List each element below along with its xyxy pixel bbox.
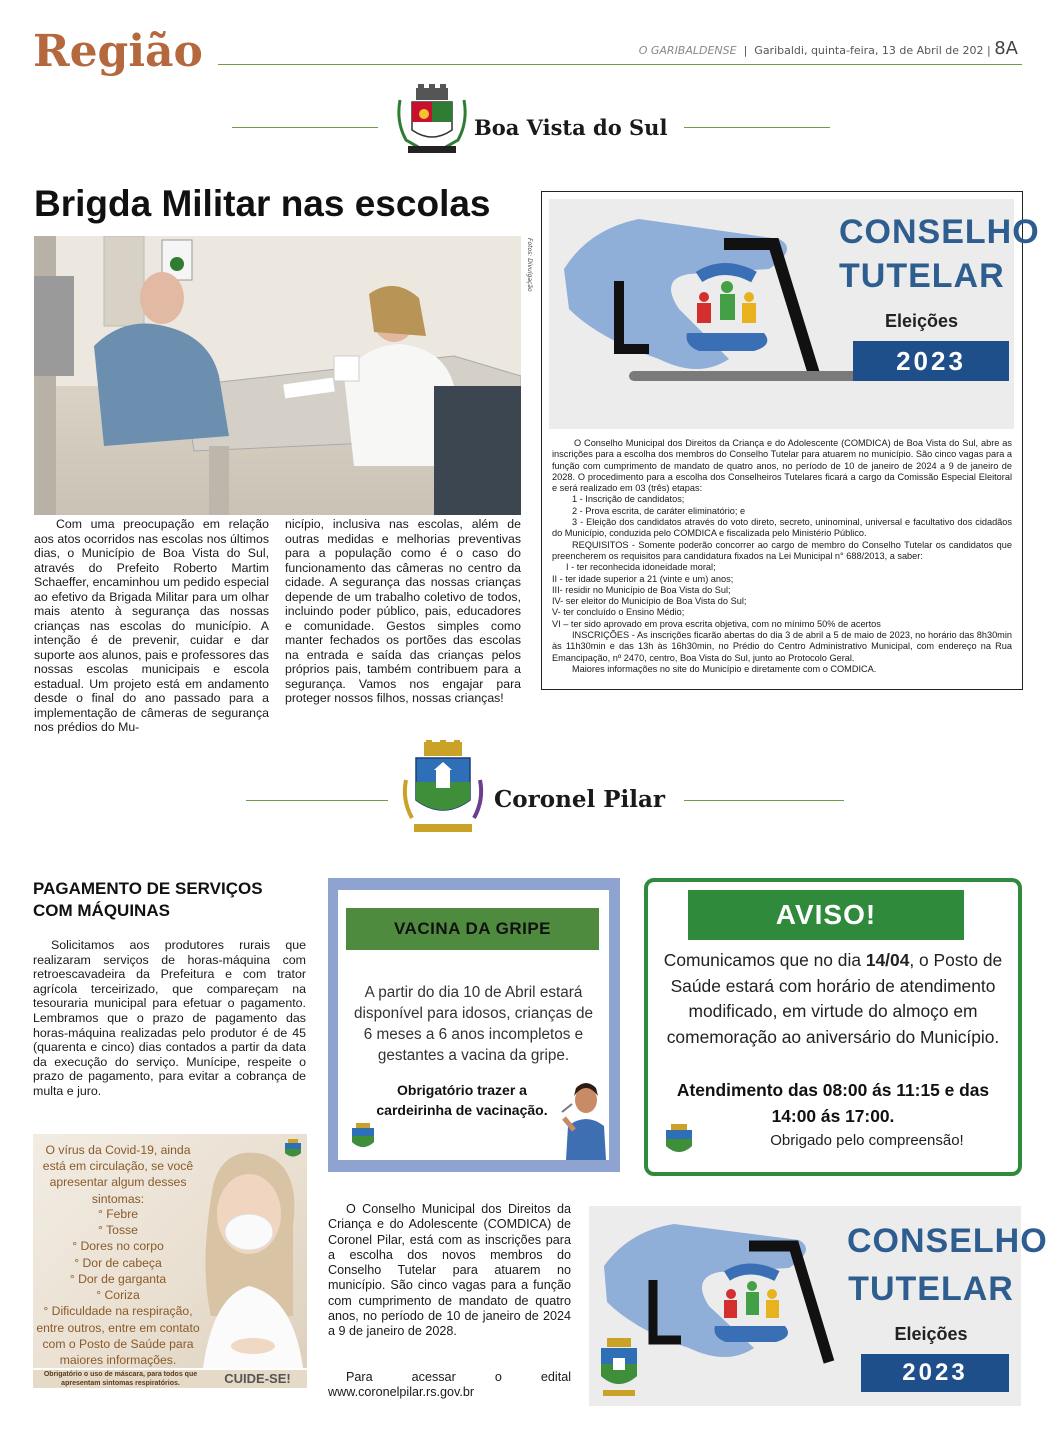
town-rule-right [684, 800, 844, 801]
dateline: Garibaldi, quinta-feira, 13 de Abril de 202 [754, 44, 984, 57]
vacina-card [338, 890, 609, 1160]
nurse-illustration-icon [560, 1078, 610, 1160]
conselho-title-2: TUTELAR [848, 1270, 1014, 1308]
coronel-pilar-crest-icon [398, 740, 488, 840]
conselho-year: 2023 [853, 341, 1009, 381]
notice-item: V- ter concluído o Ensino Médio; [552, 607, 685, 618]
town-rule-left [232, 127, 378, 128]
notice-paragraph: INSCRIÇÕES - As inscrições ficarão abertas do dia 3 de abril a 5 de maio de 2023, no horário das 8h30min às 11h30min e das 13h às 16h30min, no Prédio do Centro Administrativo Municipal, com endereço na Rua Emancipação, nº 2470, centro, Boa Vista do Sul, junto ao Protocolo Geral. [552, 630, 1012, 663]
covid-symptoms [33, 1206, 203, 1319]
conselho-ad-coronel [589, 1206, 1048, 1406]
symptom-item: ° Coriza [96, 1288, 140, 1303]
notice-item: I - ter reconhecida idoneidade moral; [566, 562, 716, 573]
symptom-item: ° Dor de garganta [69, 1271, 167, 1286]
spacer [328, 1190, 331, 1191]
vacina-note: Obrigatório trazer a cardeirinha de vacinação. [376, 1082, 548, 1118]
conselho-subtitle: Eleições [894, 1324, 968, 1344]
notice-item: 1 - Inscrição de candidatos; [572, 494, 685, 505]
aviso-title: AVISO! [688, 890, 964, 940]
covid-footnote: Obrigatório o uso de máscara, para todos que apresentam sintomas respiratórios. [33, 1370, 208, 1388]
coronel-pilar-crest-icon [595, 1336, 643, 1400]
page-number: 8A [994, 38, 1018, 59]
notice-item: II - ter idade superior a 21 (vinte e um) anos; [552, 573, 734, 584]
conselho-year: 2023 [861, 1354, 1009, 1392]
coronel-pilar-crest-icon [283, 1138, 303, 1160]
article-col-1: Com uma preocupação em relação aos atos ocorridos nas escolas nos últimos dias, o Município de Boa Vista do Sul, através do Prefeito Roberto Martim Schaeffer, encaminhou um pedido especial ao efetivo da Brigada Militar para um olhar mais atento à segurança das nossas crianças nas escolas do município. A intenção é de prevenir, cuidar e dar suporte aos alunos, pais e professores das nossas escolas municipais e escola estadual. Um projeto está em andamento desde o final do ano passado para a implementação de câmeras de segurança nos prédios do Mu- [34, 517, 269, 734]
masthead: O GARIBALDENSE | Garibaldi, quinta-feira, 13 de Abril de 202 | 8A [638, 38, 1018, 59]
town-name: Boa Vista do Sul [474, 115, 668, 140]
symptom-item: ° Tosse [98, 1223, 138, 1238]
symptom-item: ° Dificuldade na respiração, [43, 1304, 193, 1319]
conselho-title-2: TUTELAR [839, 257, 1005, 295]
paper-name: O GARIBALDENSE [638, 44, 737, 57]
notice-item: III- residir no Município de Boa Vista do Sul; [552, 584, 731, 595]
article-headline: Brigda Militar nas escolas [34, 183, 491, 224]
aviso-hours: Atendimento das 08:00 ás 11:15 e das 14:00 ás 17:00. [676, 1080, 990, 1126]
conselho-ad-boavista [541, 191, 1040, 690]
covid-intro: O vírus da Covid-19, ainda está em circulação, se você apresentar algum desses sintomas: [42, 1143, 194, 1206]
conselho-subtitle: Eleições [884, 311, 959, 331]
aviso-body [658, 948, 1008, 1050]
article-col-2: nicípio, inclusiva nas escolas, além de outras medidas e melhorias preventivas para a população como é o caso do funcionamento das câmeras no centro da cidade. A segurança das nossas crianças depende de um trabalho coletivo de todos, incluindo poder público, pais, educadores e comunidade. Gestos simples como manter fechados os portões das escolas na entrada e saída das crianças pelos próprios pais, também contribuem para a segurança. Vamos nos engajar para proteger nossos filhos, nossas crianças! [285, 517, 521, 705]
notice-item: IV- ser eleitor do Município de Boa Vista do Sul; [552, 596, 747, 607]
pagamento-body: Solicitamos aos produtores rurais que realizaram serviços de horas-máquina com retroescavadeira da Prefeitura e com trator agrícola terceirizado, que compareçam na tesouraria municipal para efetuar o pagamento. Lembramos que o prazo de pagamento das horas-máquina realizadas pelo produtor é de 45 (quarenta e cinco) dias contados a partir da data da execução do serviço. Munícipe, respeite o prazo de pagamento, para evitar a cobrança de multa e juro. [33, 938, 306, 1098]
symptom-item: ° Febre [97, 1207, 139, 1221]
article-photo [34, 236, 521, 515]
coronel-pilar-crest-icon [662, 1122, 696, 1158]
covid-slogan: CUIDE-SE! [208, 1370, 307, 1388]
pagamento-title-line: COM MÁQUINAS [33, 901, 170, 920]
conselho-banner [549, 199, 1040, 429]
notice-item: 3 - Eleição dos candidatos através do voto direto, secreto, uninominal, universal e facultativo dos cidadãos do Município, conduzida pelo COMDICA e fiscalizada pelo Ministério Público. [552, 517, 1012, 539]
notice-item: 2 - Prova escrita, de caráter eliminatório; e [572, 505, 746, 516]
conselho-notice [552, 438, 1012, 675]
notice-paragraph: Maiores informações no site do Município e diretamente com o COMDICA. [572, 663, 877, 674]
conselho-coronel-text: O Conselho Municipal dos Direitos da Criança e do Adolescente (COMDICA) de Coronel Pilar, está com as inscrições para a escolha dos novos membros do Conselho Tutelar para atuarem no município. São cinco vagas para a função com cumprimento de mandato de quatro anos, no período de 10 de janeiro de 2024 a 9 de janeiro de 2028. [328, 1202, 571, 1339]
boa-vista-crest-icon [394, 82, 470, 160]
pagamento-title-line: PAGAMENTO DE SERVIÇOS [33, 879, 263, 898]
town-name: Coronel Pilar [494, 786, 665, 813]
vacina-body: A partir do dia 10 de Abril estará disponível para idosos, crianças de 6 meses a 6 anos incompletos e gestantes a vacina da gripe. [354, 984, 593, 1064]
section-title: Região [33, 26, 203, 77]
notice-paragraph: REQUISITOS - Somente poderão concorrer ao cargo de membro do Conselho Tutelar os candidatos que preencherem os requisitos para candidatura fixados na Lei Municipal n° 688/2013, a saber: [552, 539, 1012, 561]
conselho-coronel-site: Para acessar o edital www.coronelpilar.rs.gov.br [328, 1370, 571, 1400]
conselho-title-1: CONSELHO [847, 1222, 1048, 1260]
aviso-text: Comunicamos que no dia [663, 950, 866, 970]
aviso-date: 14/04 [865, 950, 910, 970]
symptom-item: ° Dor de cabeça [74, 1255, 162, 1270]
vacina-panel [328, 878, 620, 1172]
notice-item: VI – ter sido aprovado em prova escrita objetiva, com no mínimo 50% de acertos [552, 618, 881, 629]
covid-poster [33, 1134, 307, 1368]
town-rule-right [684, 127, 830, 128]
aviso-box [644, 878, 1022, 1176]
pagamento-title [33, 878, 263, 922]
symptom-item: ° Dores no corpo [72, 1239, 164, 1254]
notice-paragraph: O Conselho Municipal dos Direitos da Criança e do Adolescente (COMDICA) de Boa Vista do Sul, abre as inscrições para a escolha dos membros do Conselho Tutelar para atuarem no município. São cinco vagas para a função com cumprimento de mandato de quatro anos, no período de 10 de janeiro de 2024 a 9 de janeiro de 2028. O procedimento para a escolha dos Conselheiros Tutelares ficará a cargo da Comissão Especial Eleitoral e será realizado em 03 (três) etapas: [552, 438, 1012, 494]
header-rule [218, 64, 1022, 65]
photo-credit: Fotos: Divulgação [526, 238, 533, 292]
town-rule-left [246, 800, 388, 801]
vacina-title: VACINA DA GRIPE [346, 908, 599, 950]
aviso-thanks: Obrigado pelo compreensão! [770, 1132, 964, 1149]
covid-outro: entre outros, entre em contato com o Posto de Saúde para maiores informações. [36, 1321, 200, 1368]
aviso-text: , o Posto de Saúde estará com horário de atendimento modificado, em virtude do almoço em comemoração ao aniversário do Município. [666, 950, 1003, 1047]
coronel-pilar-crest-icon [348, 1122, 378, 1152]
conselho-title-1: CONSELHO [839, 213, 1040, 251]
